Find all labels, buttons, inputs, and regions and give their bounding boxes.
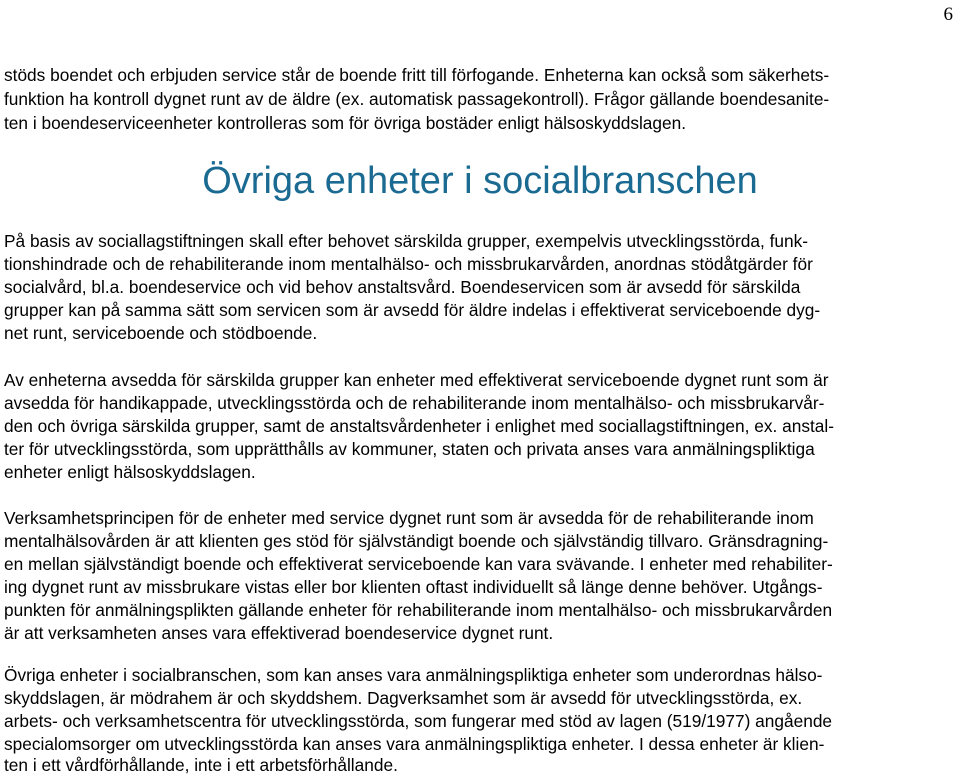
section-heading: Övriga enheter i socialbranschen [202,160,758,202]
text-line: stöds boendet och erbjuden service står de boende fritt till förfogande. Enheterna kan också som säkerhets- [4,65,830,85]
text-line: ten i boendeserviceenheter kontrolleras som för övriga bostäder enligt hälsoskyddslagen. [4,113,687,133]
text-line: punkten för anmälningsplikten gällande enheter för rehabiliterande inom mentalhälso- och missbrukarvården [4,600,833,620]
text-line: mentalhälsovården är att klienten ges stöd för självständigt boende och självständig tillvaro. Gränsdragning- [4,531,829,551]
text-line: På basis av sociallagstiftningen skall efter behovet särskilda grupper, exempelvis utvecklingsstörda, funk- [4,231,808,251]
text-line: en mellan självständigt boende och effektiverat serviceboende kan vara svävande. I enheter med rehabiliter- [4,554,833,574]
text-line: ing dygnet runt av missbrukare vistas eller bor klienten oftast individuellt så länge denne behöver. Utgångs- [4,577,823,597]
text-line: avsedda för handikappade, utvecklingsstörda och de rehabiliterande inom mentalhälso- och missbrukarvår- [4,393,825,413]
text-line: net runt, serviceboende och stödboende. [4,323,318,343]
page-number: 6 [943,4,953,25]
text-line: skyddslagen, är mödrahem är och skyddshem. Dagverksamhet som är avsedd för utvecklingsstörda, ex. [4,688,803,708]
text-line: funktion ha kontroll dygnet runt av de äldre (ex. automatisk passagekontroll). Frågor gällande boendesanite- [4,89,830,109]
text-line: enheter enligt hälsoskyddslagen. [4,462,256,482]
text-line: grupper kan på samma sätt som servicen som är avsedd för äldre indelas i effektiverat serviceboende dyg- [4,300,821,320]
text-line: arbets- och verksamhetscentra för utvecklingsstörda, som fungerar med stöd av lagen (519/1977) angående [4,711,833,731]
text-line: tionshindrade och de rehabiliterande inom mentalhälso- och missbrukarvården, anordnas stödåtgärder för [4,254,813,274]
text-line: ten i ett vårdförhållande, inte i ett arbetsförhållande. [4,755,398,775]
text-line: är att verksamheten anses vara effektiverad boendeservice dygnet runt. [4,623,554,643]
text-line: Övriga enheter i socialbranschen, som kan anses vara anmälningspliktiga enheter som underordnas hälso- [4,665,823,685]
text-line: specialomsorger om utvecklingsstörda kan anses vara anmälningspliktiga enheter. I dessa enheter är klien- [4,734,825,754]
text-line: Av enheterna avsedda för särskilda grupper kan enheter med effektiverat serviceboende dygnet runt som är [4,370,829,390]
text-line: socialvård, bl.a. boendeservice och vid behov anstaltsvård. Boendeservicen som är avsedd för särskilda [4,277,801,297]
text-line: Verksamhetsprincipen för de enheter med service dygnet runt som är avsedda för de rehabiliterande inom [4,508,814,528]
text-line: ter för utvecklingsstörda, som upprätthålls av kommuner, staten och privata anses vara anmälningspliktiga [4,439,815,459]
text-line: den och övriga särskilda grupper, samt de anstaltsvårdenheter i enlighet med sociallagstiftningen, ex. anstal- [4,416,834,436]
